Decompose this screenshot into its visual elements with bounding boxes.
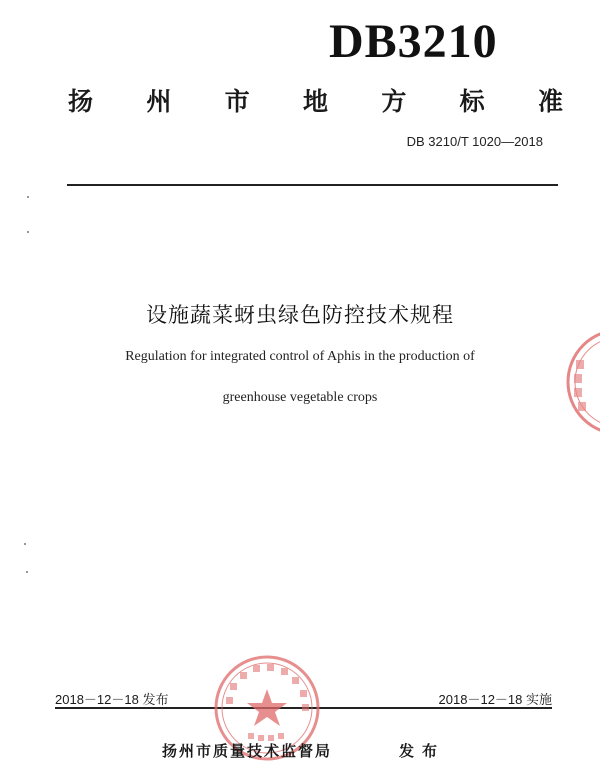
document-code: DB3210: [329, 15, 498, 68]
publisher-name: 扬州市质量技术监督局: [162, 742, 333, 760]
scan-speck: [27, 196, 29, 198]
issue-label: 发布: [399, 742, 446, 760]
standard-type-title: [68, 89, 563, 114]
scan-speck: [26, 571, 28, 573]
title-char: 准: [537, 87, 563, 116]
scan-speck: [24, 543, 26, 545]
side-seal-fragment: [562, 322, 600, 442]
implement-date: 2018－12－18 实施: [438, 692, 552, 707]
title-char: 标: [459, 87, 485, 116]
title-char: 市: [224, 87, 250, 116]
title-char: 方: [381, 87, 407, 116]
standard-number: DB 3210/T 1020—2018: [406, 134, 543, 149]
scan-speck: [27, 231, 29, 233]
title-char: 地: [302, 87, 328, 116]
title-char: 扬: [68, 87, 94, 116]
top-divider: [67, 184, 558, 186]
chinese-title: 设施蔬菜蚜虫绿色防控技术规程: [146, 303, 454, 327]
publish-date: 2018－12－18 发布: [55, 692, 169, 707]
english-title-line-2: greenhouse vegetable crops: [222, 390, 378, 405]
title-char: 州: [146, 87, 172, 116]
english-title-line-1: Regulation for integrated control of Aphis in the production of: [125, 349, 475, 364]
